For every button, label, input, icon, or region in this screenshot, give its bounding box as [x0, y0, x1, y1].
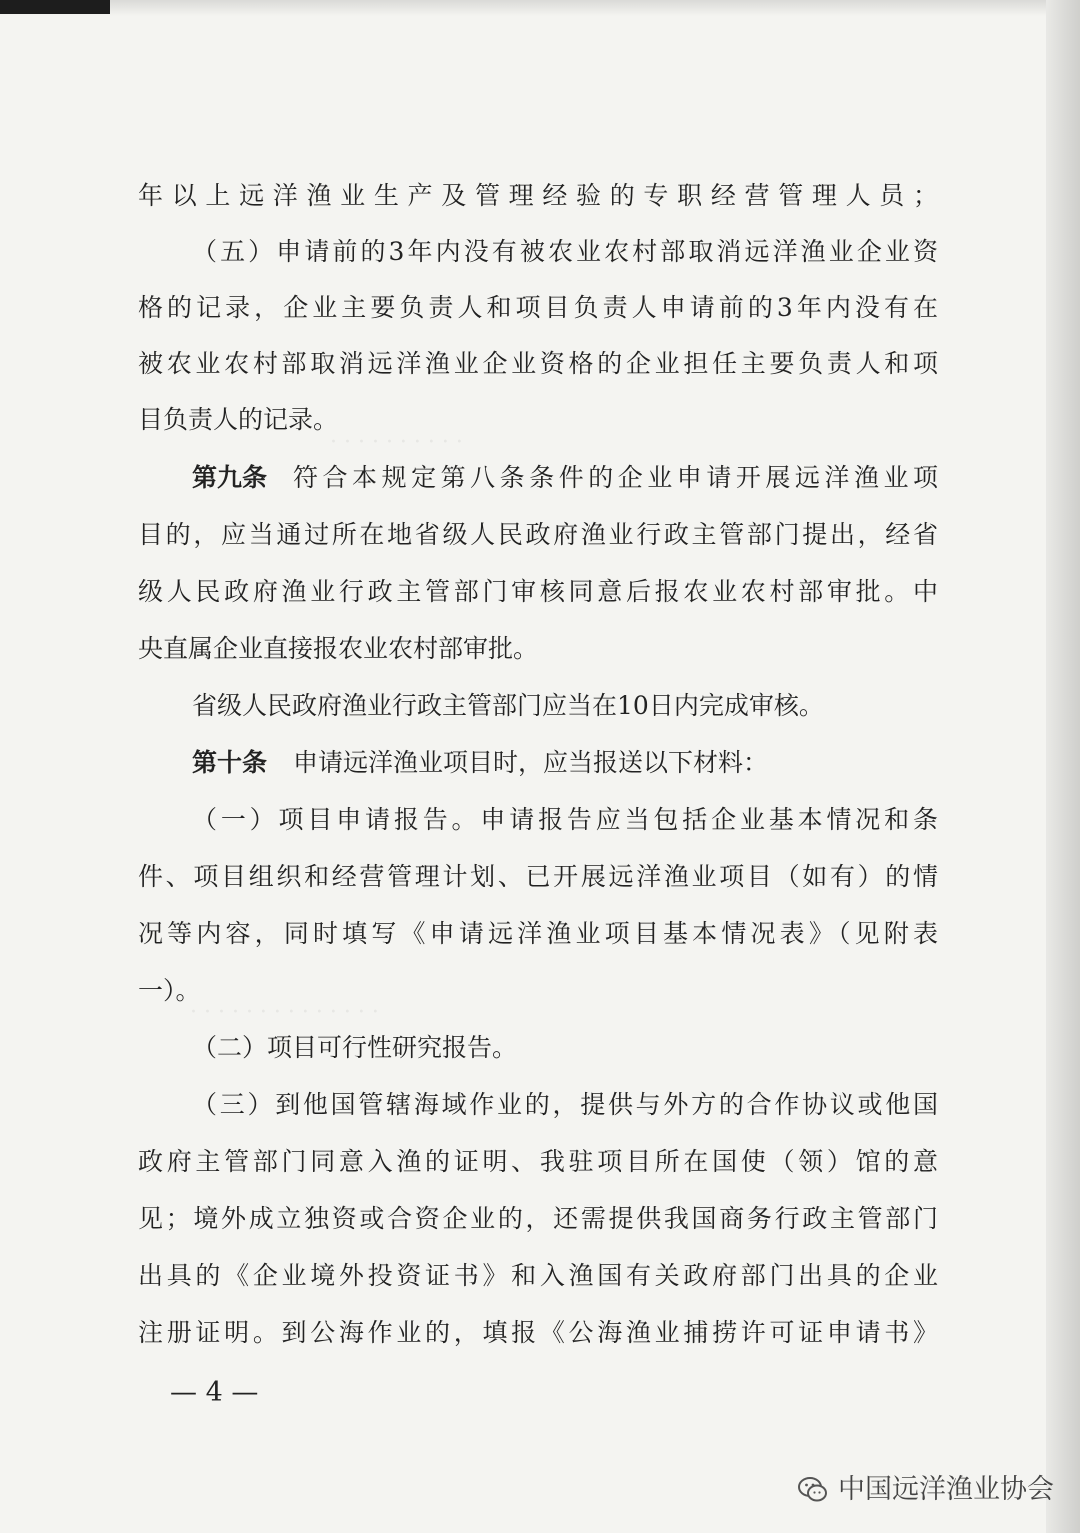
text-line-12: （一）项目申请报告。申请报告应当包括企业基本情况和条	[192, 805, 938, 834]
page-number: — 4 —	[170, 1377, 259, 1408]
bleed-through-1: · · · · · · · · · ·	[330, 430, 463, 455]
article-10-heading: 第十条	[192, 748, 268, 777]
text-line-11: 申请远洋渔业项目时，应当报送以下材料：	[293, 748, 769, 777]
watermark-text: 中国远洋渔业协会	[838, 1474, 1054, 1505]
article-10-line	[192, 743, 938, 783]
text-line-8: 级人民政府渔业行政主管部门审核同意后报农业农村部审批。中	[138, 577, 938, 606]
text-line-4: 被农业农村部取消远洋渔业企业资格的企业担任主要负责人和项	[138, 349, 938, 378]
text-line-18: 政府主管部门同意入渔的证明、我驻项目所在国使（领）馆的意	[138, 1147, 938, 1176]
bleed-through-2: · · · · · · · · · · · · · ·	[190, 1000, 379, 1025]
text-line-15: 一）。	[138, 976, 201, 1005]
watermark	[796, 1468, 1054, 1512]
text-line-20: 出具的《企业境外投资证书》和入渔国有关政府部门出具的企业	[138, 1261, 938, 1290]
article-9-heading: 第九条	[192, 463, 268, 492]
text-line-14: 况等内容，同时填写《申请远洋渔业项目基本情况表》（见附表	[138, 919, 938, 948]
scan-corner-mark	[0, 0, 110, 14]
wechat-icon	[796, 1473, 830, 1507]
text-line-3: 格的记录，企业主要负责人和项目负责人申请前的3年内没有在	[138, 293, 938, 322]
text-line-5: 目负责人的记录。	[138, 405, 339, 434]
article-9-line	[192, 458, 938, 498]
page-right-edge	[1046, 0, 1080, 1533]
text-line-10: 省级人民政府渔业行政主管部门应当在10日内完成审核。	[192, 691, 824, 720]
text-line-19: 见；境外成立独资或合资企业的，还需提供我国商务行政主管部门	[138, 1204, 938, 1233]
heading-gap	[267, 458, 293, 498]
text-line-21: 注册证明。到公海作业的，填报《公海渔业捕捞许可证申请书》	[138, 1318, 938, 1347]
text-line-6: 符合本规定第八条条件的企业申请开展远洋渔业项	[293, 463, 938, 492]
page-top-shadow	[0, 0, 1080, 16]
text-line-2: （五）申请前的3年内没有被农业农村部取消远洋渔业企业资	[192, 237, 938, 266]
heading-gap	[267, 743, 293, 783]
text-line-17: （三）到他国管辖海域作业的，提供与外方的合作协议或他国	[192, 1090, 938, 1119]
text-line-13: 件、项目组织和经营管理计划、已开展远洋渔业项目（如有）的情	[138, 862, 938, 891]
text-line-9: 央直属企业直接报农业农村部审批。	[138, 634, 539, 663]
text-line-16: （二）项目可行性研究报告。	[192, 1033, 518, 1062]
text-line-1: 年以上远洋渔业生产及管理经验的专职经营管理人员；	[138, 181, 938, 210]
text-line-7: 目的，应当通过所在地省级人民政府渔业行政主管部门提出，经省	[138, 520, 938, 549]
